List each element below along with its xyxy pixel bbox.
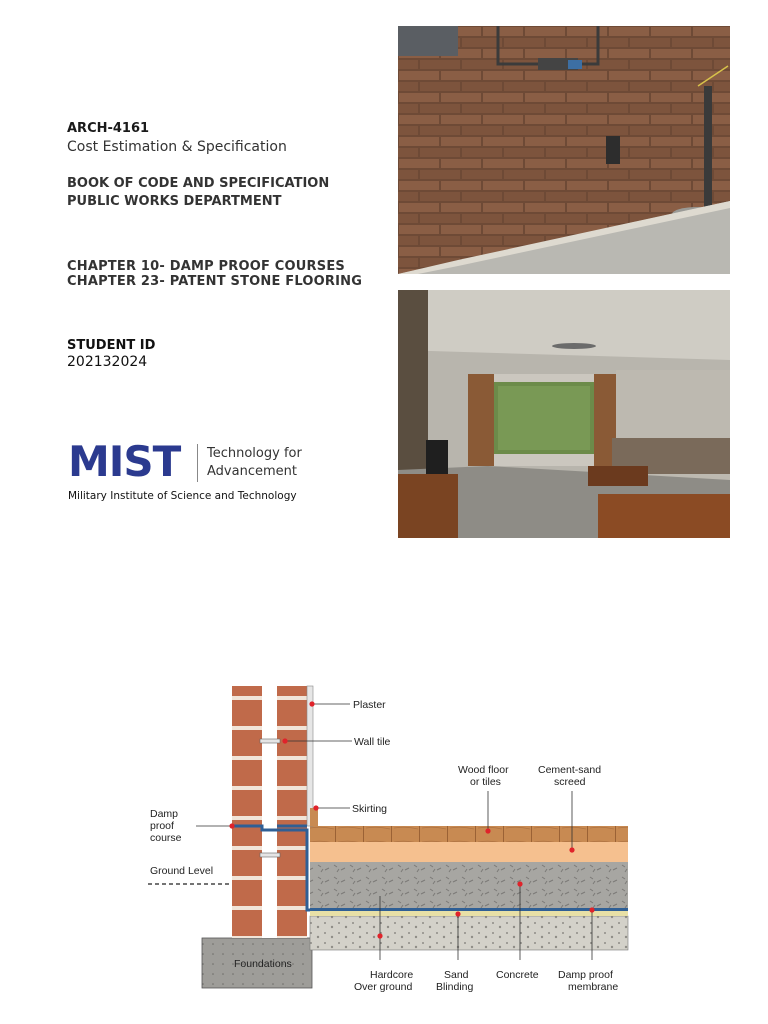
course-code: ARCH-4161 bbox=[67, 121, 150, 136]
label-dpc-2: proof bbox=[150, 820, 174, 832]
book-title-line2: PUBLIC WORKS DEPARTMENT bbox=[67, 194, 282, 209]
label-hardcore-1: Hardcore bbox=[370, 969, 414, 981]
label-dpc-1: Damp bbox=[150, 808, 179, 820]
living-room-photo bbox=[398, 290, 730, 538]
logo-full-name: Military Institute of Science and Technology bbox=[68, 490, 297, 502]
book-title-line1: BOOK OF CODE AND SPECIFICATION bbox=[67, 176, 330, 191]
damp-proof-diagram bbox=[140, 670, 640, 1000]
chapter-10-title: CHAPTER 10- DAMP PROOF COURSES bbox=[67, 259, 345, 274]
label-sand-1: Sand bbox=[444, 969, 469, 981]
label-dpm-1: Damp proof bbox=[558, 969, 613, 981]
chapter-23-title: CHAPTER 23- PATENT STONE FLOORING bbox=[67, 274, 363, 289]
label-dpm-2: membrane bbox=[568, 981, 619, 993]
book-title bbox=[67, 175, 329, 211]
student-id-value: 202132024 bbox=[67, 354, 148, 370]
label-wood-floor-1: Wood floor bbox=[458, 764, 509, 776]
label-foundations: Foundations bbox=[234, 958, 292, 970]
label-dpc-3: course bbox=[150, 832, 182, 844]
label-concrete: Concrete bbox=[496, 969, 539, 981]
mist-logo-mark: MIST bbox=[68, 437, 181, 486]
label-screed-1: Cement-sand bbox=[538, 764, 602, 776]
student-id-label: STUDENT ID bbox=[67, 338, 156, 353]
label-sand-2: Blinding bbox=[436, 981, 474, 993]
label-skirting: Skirting bbox=[352, 803, 388, 815]
logo-divider bbox=[197, 444, 198, 482]
logo-tagline-line2: Advancement bbox=[207, 464, 297, 479]
label-plaster: Plaster bbox=[353, 699, 386, 711]
label-ground-level: Ground Level bbox=[150, 865, 214, 877]
logo-tagline-line1: Technology for bbox=[207, 446, 302, 461]
label-wall-tile: Wall tile bbox=[354, 736, 391, 748]
brick-wall-photo bbox=[398, 26, 730, 274]
label-wood-floor-2: or tiles bbox=[470, 776, 501, 788]
logo-tagline bbox=[207, 445, 302, 481]
chapter-titles bbox=[67, 259, 362, 289]
course-name: Cost Estimation & Specification bbox=[67, 139, 287, 155]
label-hardcore-2: Over ground bbox=[354, 981, 413, 993]
label-screed-2: screed bbox=[554, 776, 586, 788]
